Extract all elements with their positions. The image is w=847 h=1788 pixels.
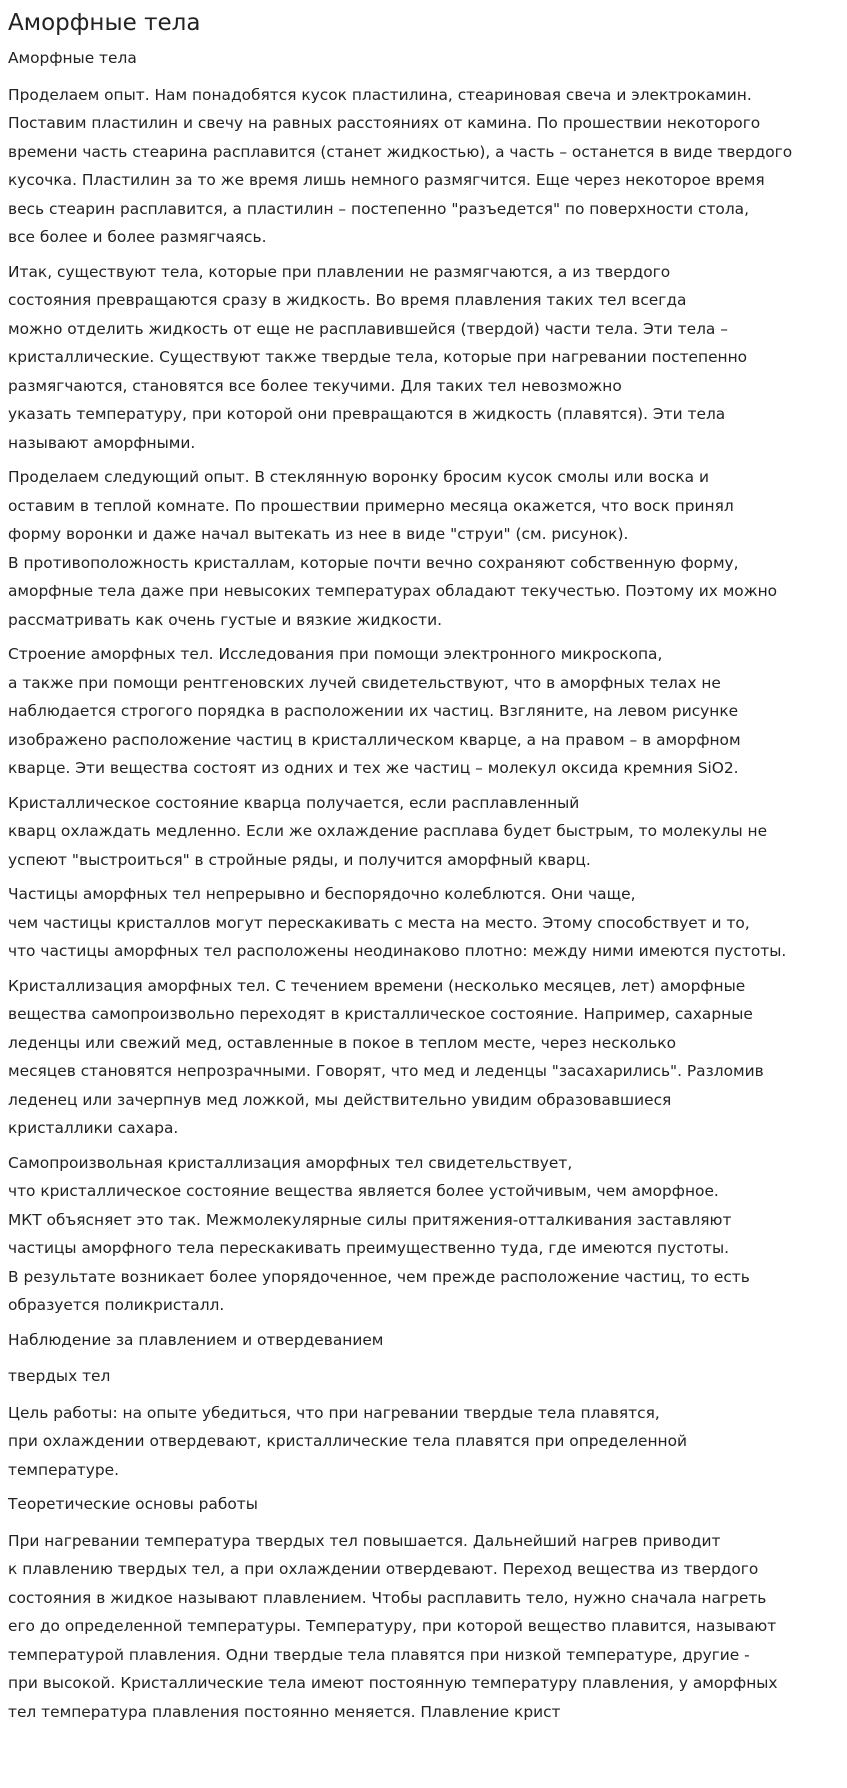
paragraph-crystalline-vs-amorphous: Итак, существуют тела, которые при плавлении не размягчаются, а из твердого состояния превращаются сразу в жидкость. Во время плавления таких тел всегда можно отделить жидкость от еще не расплавившейся (твердой) части тела. Эти тела – кристаллические. Существуют также твердые тела, которые при нагревании постепенно размягчаются, становятся все более текучими. Для таких тел невозможно указать температуру, при которой они превращаются в жидкость (плавятся). Эти тела называют аморфными. xyxy=(8,262,748,452)
paragraph-particles: Частицы аморфных тел непрерывно и беспорядочно колеблются. Они чаще, чем частицы кристаллов могут перескакивать с места на место. Этому способствует и то, что частицы аморфных тел расположены неодинаково плотно: между ними имеются пустоты. xyxy=(8,885,787,960)
paragraph-goal: Цель работы: на опыте убедиться, что при нагревании твердые тела плавятся, при охлаждении отвердевают, кристаллические тела плавятся при определенной температуре. xyxy=(8,1403,687,1479)
paragraph-structure: Строение аморфных тел. Исследования при помощи электронного микроскопа, а также при помощи рентгеновских лучей свидетельствуют, что в аморфных телах не наблюдается строгого порядка в расположении их частиц. Взгляните, на левом рисунке изображено расположение частиц в кристаллическом кварце, а на правом – в аморфном кварце. Эти вещества состоят из одних и тех же частиц – молекул оксида кремния SiO2. xyxy=(8,645,741,777)
page-title: Аморфные тела xyxy=(8,10,201,36)
paragraph-experiment-plasticine: Проделаем опыт. Нам понадобятся кусок пластилина, стеариновая свеча и электрокамин. Поставим пластилин и свечу на равных расстояниях от камина. По прошествии некоторого времени часть стеарина расплавится (станет жидкостью), а часть – останется в виде твердого кусочка. Пластилин за то же время лишь немного размягчится. Еще через некоторое время весь стеарин расплавится, а пластилин – постепенно "разъедется" по поверхности стола, все более и более размягчаясь. xyxy=(8,85,793,246)
paragraph-experiment-funnel: Проделаем следующий опыт. В стеклянную воронку бросим кусок смолы или воска и оставим в теплой комнате. По прошествии примерно месяца окажется, что воск принял форму воронки и даже начал вытекать из нее в виде "струи" (см. рисунок). В противоположность кристаллам, которые почти вечно сохраняют собственную форму, аморфные тела даже при невысоких температурах обладают текучестью. Поэтому их можно рассматривать как очень густые и вязкие жидкости. xyxy=(8,468,778,629)
section-heading-solids: твердых тел xyxy=(8,1367,111,1385)
paragraph-quartz-cooling: Кристаллическое состояние кварца получается, если расплавленный кварц охлаждать медленно. Если же охлаждение расплава будет быстрым, то молекулы не успеют "выстроиться" в стройные ряды, и получится аморфный кварц. xyxy=(8,793,768,869)
paragraph-theory: При нагревании температура твердых тел повышается. Дальнейший нагрев приводит к плавлению твердых тел, а при охлаждении отвердевают. Переход вещества из твердого состояния в жидкое называют плавлением. Чтобы расплавить тело, нужно сначала нагреть его до определенной температуры. Температуру, при которой вещество плавится, называют температурой плавления. Одни твердые тела плавятся при низкой температуре, другие - при высокой. Кристаллические тела имеют постоянную температуру плавления, у аморфных тел температура плавления постоянно меняется. Плавление крист xyxy=(8,1531,778,1721)
paragraph-spontaneous-crystallization: Самопроизвольная кристаллизация аморфных тел свидетельствует, что кристаллическое состояние вещества является более устойчивым, чем аморфное. МКТ объясняет это так. Межмолекулярные силы притяжения-отталкивания заставляют частицы аморфного тела перескакивать преимущественно туда, где имеются пустоты. В результате возникает более упорядоченное, чем прежде расположение частиц, то есть образуется поликристалл. xyxy=(8,1153,750,1314)
paragraph-crystallization: Кристаллизация аморфных тел. С течением времени (несколько месяцев, лет) аморфные вещества самопроизвольно переходят в кристаллическое состояние. Например, сахарные леденцы или свежий мед, оставленные в покое в теплом месте, через несколько месяцев становятся непрозрачными. Говорят, что мед и леденцы "засахарились". Разломив леденец или зачерпнув мед ложкой, мы действительно увидим образовавшиеся кристаллики сахара. xyxy=(8,976,764,1137)
subtitle-paragraph: Аморфные тела xyxy=(8,49,137,67)
section-heading-theory: Теоретические основы работы xyxy=(8,1495,258,1513)
section-heading-observation: Наблюдение за плавлением и отвердеванием xyxy=(8,1330,384,1349)
